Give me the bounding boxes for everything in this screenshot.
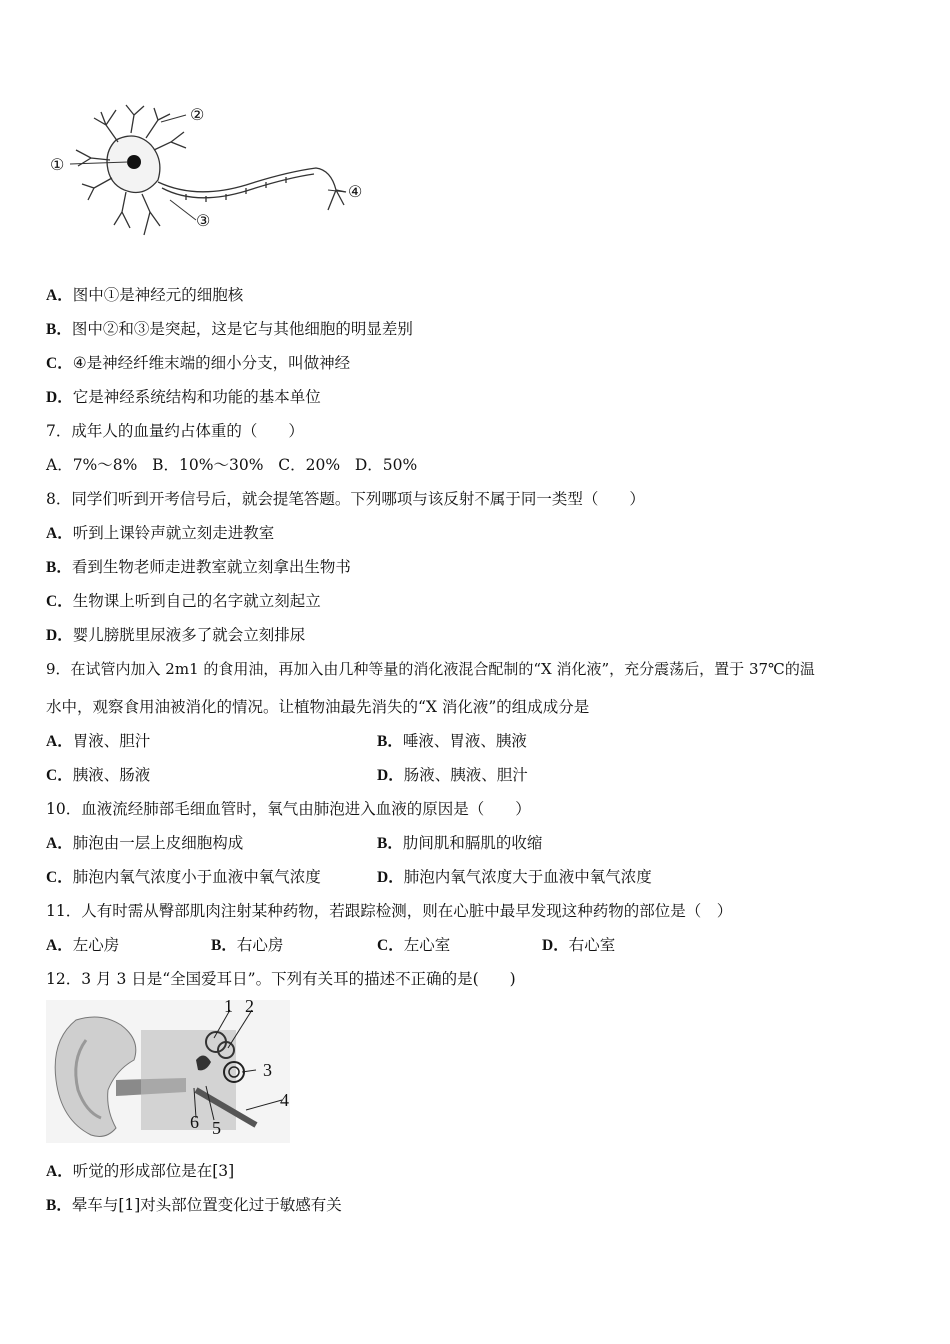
q11-option-c [377,934,450,957]
option-letter: C． [46,593,73,610]
q6-option-b [46,318,413,341]
q9-stem-line2: 水中，观察食用油被消化的情况。让植物油最先消失的“X 消化液”的组成成分是 [46,698,590,716]
option-letter: D． [377,767,404,784]
ear-label-5: 5 [212,1118,221,1138]
option-text: 右心室 [568,936,616,954]
neuron-figure [46,100,376,250]
q10-option-b [377,832,542,855]
q11-option-d [542,934,615,957]
option-letter: D． [377,869,404,886]
ear-label-3: 3 [263,1060,272,1080]
neuron-diagram [46,100,376,250]
ear-label-2: 2 [245,996,254,1016]
q11-option-a [46,934,119,957]
option-letter: B． [46,559,72,576]
q11-option-b [211,934,283,957]
ear-diagram [46,1000,290,1143]
option-text: 肋间肌和膈肌的收缩 [402,834,543,852]
option-text: 图中①是神经元的细胞核 [72,286,244,304]
q7-options [46,454,417,476]
q10-option-a [46,832,243,855]
option-text: 婴儿膀胱里尿液多了就会立刻排尿 [72,626,306,644]
q6-option-d [46,386,321,409]
neuron-label-4: ④ [348,184,363,201]
option-letter: A． [46,835,73,852]
q7-option-b: B．10%～30% [152,456,264,474]
ear-label-1: 1 [224,996,233,1016]
option-letter: A． [46,1163,73,1180]
q6-option-c [46,352,350,375]
option-text: 肺泡内氧气浓度大于血液中氧气浓度 [403,868,652,886]
option-text: 左心房 [72,936,120,954]
option-text: 肺泡内氧气浓度小于血液中氧气浓度 [72,868,321,886]
option-text: 听觉的形成部位是在[3] [72,1162,235,1180]
option-text: 生物课上听到自己的名字就立刻起立 [72,592,321,610]
option-letter: C． [46,355,73,372]
q12-option-a [46,1160,234,1183]
neuron-label-1: ① [50,157,65,174]
option-text: 胃液、胆汁 [72,732,151,750]
neuron-label-3: ③ [196,213,211,230]
option-letter: C． [46,767,73,784]
option-text: 看到生物老师走进教室就立刻拿出生物书 [71,558,351,576]
option-text: 听到上课铃声就立刻走进教室 [72,524,275,542]
option-text: 它是神经系统结构和功能的基本单位 [72,388,321,406]
q9-option-a [46,730,150,753]
option-letter: D． [46,627,73,644]
q8-option-d [46,624,305,647]
option-letter: A． [46,287,73,304]
option-letter: C． [46,869,73,886]
option-text: 右心房 [236,936,284,954]
q9-option-c [46,764,150,787]
q12-option-b [46,1194,342,1217]
q10-option-d [377,866,652,889]
option-letter: D． [542,937,569,954]
option-text: ④是神经纤维末端的细小分支，叫做神经 [72,354,351,372]
option-letter: A． [46,937,73,954]
q9-option-d [377,764,528,787]
option-letter: B． [46,321,72,338]
q10-stem: 10．血液流经肺部毛细血管时，氧气由肺泡进入血液的原因是（ ） [46,800,531,818]
option-text: 胰液、肠液 [72,766,151,784]
q7-option-d: D．50% [354,456,418,474]
q8-stem: 8．同学们听到开考信号后，就会提笔答题。下列哪项与该反射不属于同一类型（ ） [46,490,645,508]
option-letter: A． [46,733,73,750]
option-letter: A． [46,525,73,542]
q7-option-a: A．7%～8% [46,456,138,474]
q8-option-c [46,590,321,613]
q9-stem-line1: 9．在试管内加入 2m1 的食用油，再加入由几种等量的消化液混合配制的“X 消化液”，充分震荡后，置于 37℃的温 [46,660,815,678]
option-letter: B． [377,835,403,852]
option-letter: C． [377,937,404,954]
ear-label-6: 6 [190,1112,199,1132]
neuron-label-2: ② [190,107,205,124]
option-letter: B． [377,733,403,750]
q8-option-a [46,522,274,545]
option-text: 肠液、胰液、胆汁 [403,766,528,784]
q11-stem: 11．人有时需从臀部肌肉注射某种药物，若跟踪检测，则在心脏中最早发现这种药物的部位是（ ） [46,902,733,920]
option-letter: B． [46,1197,72,1214]
q12-stem: 12．3 月 3 日是“全国爱耳日”。下列有关耳的描述不正确的是( ) [46,970,516,988]
q10-option-c [46,866,321,889]
ear-figure [46,996,290,1143]
option-text: 肺泡由一层上皮细胞构成 [72,834,244,852]
option-text: 图中②和③是突起，这是它与其他细胞的明显差别 [71,320,413,338]
q8-option-b [46,556,351,579]
q7-stem: 7．成年人的血量约占体重的（ ） [46,422,304,440]
q6-option-a [46,284,243,307]
option-text: 唾液、胃液、胰液 [402,732,527,750]
ear-label-4: 4 [280,1090,289,1110]
q9-option-b [377,730,527,753]
option-text: 左心室 [403,936,451,954]
option-text: 晕车与[1]对头部位置变化过于敏感有关 [71,1196,342,1214]
q7-option-c: C．20% [278,456,341,474]
option-letter: D． [46,389,73,406]
option-letter: B． [211,937,237,954]
